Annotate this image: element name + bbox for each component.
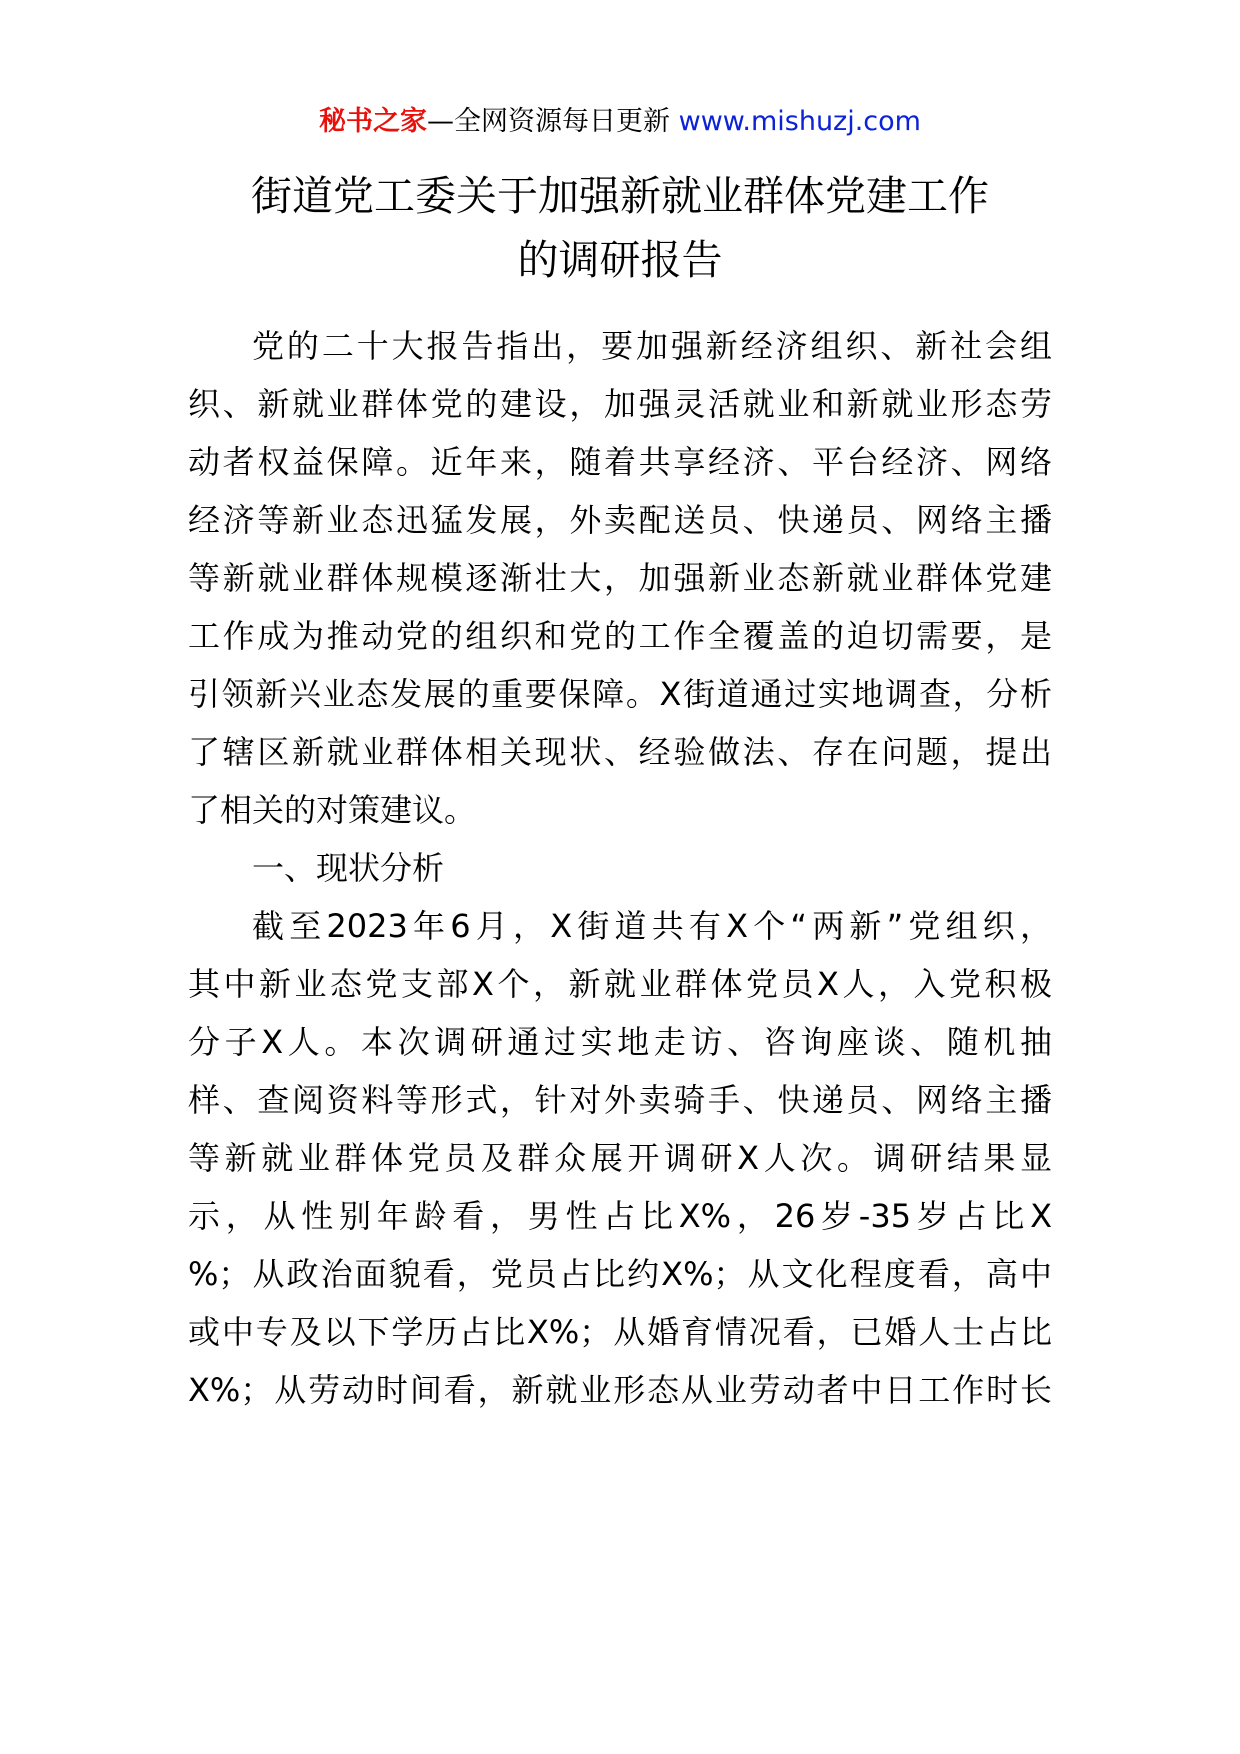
paragraph-line: 样、查阅资料等形式，针对外卖骑手、快递员、网络主播: [188, 1081, 1052, 1119]
paragraph-line: 截至2023年6月，X街道共有X个“两新”党组织，: [252, 907, 1052, 945]
document-title-line-1: 街道党工委关于加强新就业群体党建工作: [251, 172, 989, 220]
paragraph-line: 等新就业群体规模逐渐壮大，加强新业态新就业群体党建: [188, 559, 1052, 597]
paragraph-line: 经济等新业态迅猛发展，外卖配送员、快递员、网络主播: [188, 501, 1052, 539]
paragraph-line: 分子X人。本次调研通过实地走访、咨询座谈、随机抽: [188, 1023, 1052, 1061]
paragraph-line: 等新就业群体党员及群众展开调研X人次。调研结果显: [188, 1139, 1052, 1177]
site-header: [0, 102, 1240, 142]
paragraph-line: X%；从劳动时间看，新就业形态从业劳动者中日工作时长: [188, 1371, 1052, 1409]
section-heading: 一、现状分析: [252, 849, 445, 887]
document-title-line-2: 的调研报告: [517, 236, 723, 284]
site-brand: 秘书之家: [319, 106, 428, 137]
paragraph-line: 或中专及以下学历占比X%；从婚育情况看，已婚人士占比: [188, 1313, 1052, 1351]
site-url-link[interactable]: www.mishuzj.com: [678, 106, 921, 137]
site-tagline: —全网资源每日更新: [427, 106, 671, 137]
paragraph-line: 织、新就业群体党的建设，加强灵活就业和新就业形态劳: [188, 385, 1052, 423]
paragraph-line: 了相关的对策建议。: [188, 791, 477, 829]
paragraph-line: 党的二十大报告指出，要加强新经济组织、新社会组: [252, 327, 1052, 365]
paragraph-line: 其中新业态党支部X个，新就业群体党员X人，入党积极: [188, 965, 1052, 1003]
paragraph-line: 动者权益保障。近年来，随着共享经济、平台经济、网络: [188, 443, 1052, 481]
paragraph-line: %；从政治面貌看，党员占比约X%；从文化程度看，高中: [188, 1255, 1052, 1293]
paragraph-line: 工作成为推动党的组织和党的工作全覆盖的迫切需要，是: [188, 617, 1052, 655]
paragraph-line: 示，从性别年龄看，男性占比X%，26岁-35岁占比X: [188, 1197, 1052, 1235]
paragraph-line: 了辖区新就业群体相关现状、经验做法、存在问题，提出: [188, 733, 1052, 771]
paragraph-line: 引领新兴业态发展的重要保障。X街道通过实地调查，分析: [188, 675, 1052, 713]
